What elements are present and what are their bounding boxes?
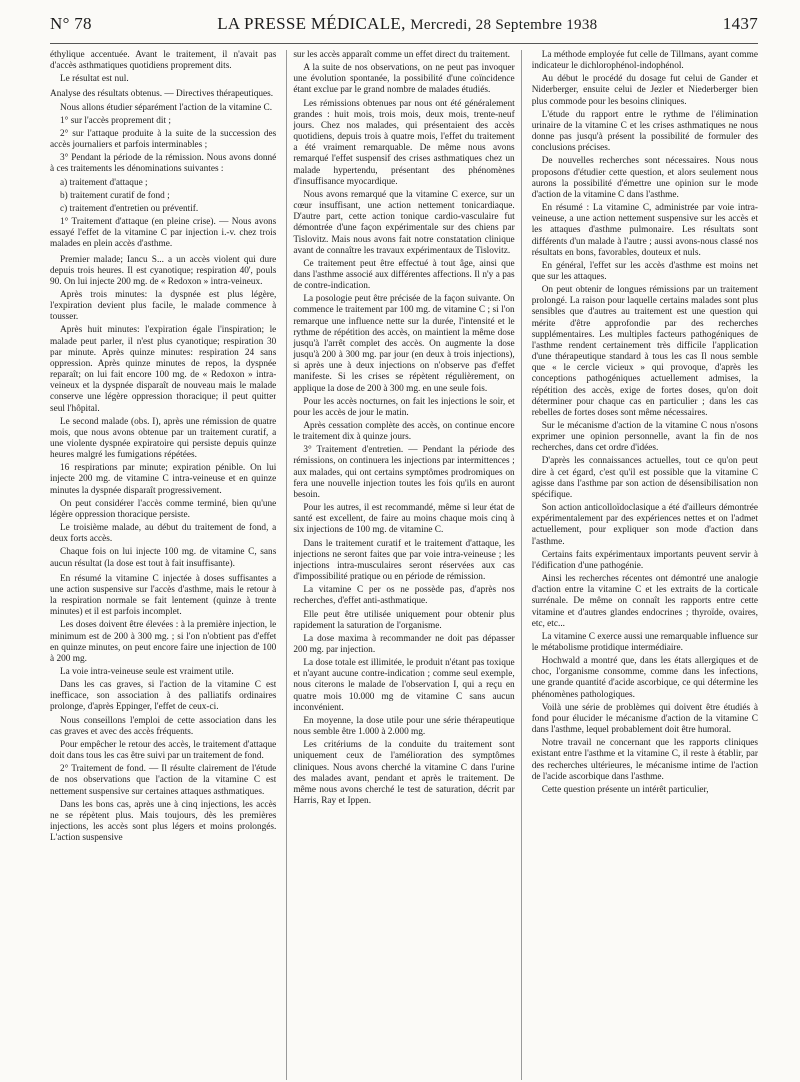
- paragraph: Après trois minutes: la dyspnée est plus légère, l'expiration devient plus facile, le malade commence à tousser.: [50, 289, 277, 323]
- paragraph: En général, l'effet sur les accès d'asthme est moins net que sur les attaques.: [531, 260, 758, 282]
- paragraph: Notre travail ne concernant que les rapports cliniques existant entre l'asthme et la vitamine C, il reste à établir, par des recherches ultérieures, le mécanisme intime de l'action de l'acide ascorbique dans l'asthme.: [531, 738, 758, 782]
- paragraph: Le second malade (obs. I), après une rémission de quatre mois, que nous avons obtenue par un traitement curatif, a une violente dyspnée expiratoire qui persiste depuis quinze heures malgré les fumigations répétées.: [50, 416, 277, 461]
- paragraph: Nous conseillons l'emploi de cette association dans les cas graves et avec des accès fréquents.: [50, 715, 277, 737]
- paragraph: 2° sur l'attaque produite à la suite de la succession des accès journaliers et parfois interminables ;: [50, 128, 277, 151]
- paragraph: En résumé la vitamine C injectée à doses suffisantes a une action suspensive sur l'accès d'asthme, mais le retour à la respiration normale se fait lentement (quinze à trente minutes) et il est parfois incomplet.: [50, 573, 277, 618]
- paragraph: Pour empêcher le retour des accès, le traitement d'attaque doit dans tous les cas être suivi par un traitement de fond.: [50, 739, 277, 762]
- issue-number: N° 78: [50, 14, 92, 33]
- paragraph: Chaque fois on lui injecte 100 mg. de vitamine C, sans aucun résultat (la dose est tout à fait insuffisante).: [50, 547, 277, 569]
- paragraph: Les critériums de la conduite du traitement sont uniquement ceux de l'amélioration des symptômes cliniques. Nous avons cherché la vitamine C dans l'urine des malades avant, pendant et après le traitement. De même nous avons cherché le test de saturation, décrit par Harris, Ray et Ippen.: [293, 740, 515, 806]
- paragraph: 3° Pendant la période de la rémission. Nous avons donné à ces traitements les dénominations suivantes :: [50, 153, 277, 175]
- page-header: [50, 14, 758, 44]
- paragraph: 1° sur l'accès proprement dit ;: [60, 115, 171, 126]
- paragraph: Cette question présente un intérêt particulier,: [541, 784, 709, 795]
- paragraph: Ce traitement peut être effectué à tout âge, ainsi que dans l'asthme associé aux différentes affections. Il n'y a pas de contre-indication.: [293, 258, 515, 292]
- paragraph: Les doses doivent être élevées : à la première injection, le minimum est de 200 à 300 mg. ; si l'on n'obtient pas d'effet en quinze minutes, on peut encore faire une injection de 100 à 200 mg.: [50, 620, 277, 664]
- paragraph: Les rémissions obtenues par nous ont été généralement grandes : huit mois, trois mois, deux mois, trente-neuf jours. Chez nos malades, qui présentaient des accès quotidiens, depuis trois à quatre mois, l'effet du traitement a été vraiment remarquable. De même nous avons remarqué l'effet suspensif des crises asthmatiques chez un malade hypertendu, présentant des phénomènes d'insuffisance myocardique.: [293, 98, 515, 187]
- article-columns: [50, 50, 758, 1080]
- column-middle: [286, 50, 521, 1080]
- paragraph: 1° Traitement d'attaque (en pleine crise). — Nous avons essayé l'effet de la vitamine C par injection i.-v. chez trois malades en plein accès d'asthme.: [50, 217, 277, 250]
- paragraph: Dans les cas graves, si l'action de la vitamine C est inefficace, son association à des palliatifs ordinaires prolonge, d'après Eppinger, l'effet de ceux-ci.: [50, 680, 277, 713]
- paragraph: L'étude du rapport entre le rythme de l'élimination urinaire de la vitamine C et les crises asthmatiques ne nous donne pas jusqu'à présent la possibilité de formuler des conclusions précises.: [531, 109, 758, 154]
- page-number: 1437: [722, 14, 758, 33]
- paragraph: c) traitement d'entretien ou préventif.: [60, 203, 199, 214]
- paragraph: A la suite de nos observations, on ne peut pas invoquer une évolution spontanée, la possibilité d'une coïncidence étant exclue par le grand nombre de malades étudiés.: [293, 63, 515, 96]
- paragraph: Nous avons remarqué que la vitamine C exerce, sur un cœur insuffisant, une action nettement tonicardiaque. D'autre part, cette action tonique cardio-vasculaire fut démontrée d'une façon expérimentale sur des chiens par Tislovitz. Mais nous avons fait notre constatation clinique avant de connaître les travaux expérimentaux de Tislovitz.: [293, 189, 515, 256]
- paragraph: De nouvelles recherches sont nécessaires. Nous nous proposons d'étudier cette question, et alors seulement nous aurons la possibilité d'émettre une opinion sur le mode d'action de la vitamine C dans l'asthme.: [531, 156, 758, 200]
- paragraph: La vitamine C exerce aussi une remarquable influence sur le métabolisme protidique intermédiaire.: [531, 631, 758, 653]
- paragraph: En moyenne, la dose utile pour une série thérapeutique nous semble être 1.000 à 2.000 mg.: [293, 715, 515, 738]
- paragraph: D'après les connaissances actuelles, tout ce qu'on peut dire à cet égard, c'est qu'il est possible que la vitamine C agisse dans l'asthme par son action de désensibilisation non spécifique.: [531, 456, 758, 500]
- paragraph: La vitamine C per os ne possède pas, d'après nos recherches, d'effet anti-asthmatique.: [293, 585, 515, 607]
- paragraph: Sur le mécanisme d'action de la vitamine C nous n'osons exprimer une opinion personnelle, avant la fin de nos recherches, dans cet ordre d'idées.: [531, 421, 758, 454]
- paragraph: Au début le procédé du dosage fut celui de Gander et Niderberger, ensuite celui de Jezler et Niederberger bien plus commode pour les besoins cliniques.: [531, 74, 758, 107]
- paragraph: Premier malade; Iancu S... a un accès violent qui dure depuis trois heures. Il est cyanotique; respiration 40', pouls 90. On lui injecte 200 mg. de « Redoxon » intra-veineux.: [50, 254, 277, 287]
- paragraph: Analyse des résultats obtenus. — Directives thérapeutiques.: [50, 89, 274, 100]
- paragraph: Dans les bons cas, après une à cinq injections, les accès ne se répètent plus. Mais toujours, dès les premières injections, les accès sont plus légers et moins prolongés. L'action suspensive: [50, 799, 277, 844]
- column-left: [50, 50, 276, 1080]
- paragraph: Son action anticolloïdoclasique a été d'ailleurs démontrée expérimentalement par des expériences nettes et on l'admet actuellement, pour expliquer son mode d'action dans l'asthme.: [531, 503, 758, 547]
- paragraph: Pour les autres, il est recommandé, même si leur état de santé est excellent, de faire au moins chaque mois cinq à six injections de 100 mg. de vitamine C.: [293, 503, 515, 536]
- paragraph: 16 respirations par minute; expiration pénible. On lui injecte 200 mg. de vitamine C intra-veineuse et en quinze minutes la dyspnée disparaît progressivement.: [50, 463, 277, 496]
- paragraph: Pour les accès nocturnes, on fait les injections le soir, et pour les accès de jour le matin.: [293, 396, 515, 418]
- paragraph: Le résultat est nul.: [60, 74, 129, 85]
- paragraph: On peut obtenir de longues rémissions par un traitement prolongé. La raison pour laquelle certains malades sont plus sensibles que d'autres au traitement est une question qui mérite d'être approfondie par des recherches supplémentaires. Les multiples facteurs pathogéniques de l'asthme rendent certainement très difficile l'application d'une thérapeutique standard à tous les cas Il nous semble que « le cercle vicieux » qui provoque, d'après les conceptions pathogéniques actuellement admises, la répétition des accès, exige de fortes doses, qu'on doit déterminer pour chaque cas en particulier ; dans les cas rebelles de fortes doses sont même nécessaires.: [531, 285, 758, 418]
- paragraph: Nous allons étudier séparément l'action de la vitamine C.: [60, 102, 273, 113]
- paragraph: a) traitement d'attaque ;: [60, 177, 148, 188]
- journal-title-line: [217, 14, 597, 34]
- paragraph: La posologie peut être précisée de la façon suivante. On commence le traitement par 100 mg. de vitamine C ; si l'on remarque une influence nette sur la durée, l'intensité et le rythme de répétition des accès, on maintient la même dose jusqu'à l'arrêt complet des accès. On augmente la dose jusqu'à 200 à 300 mg. par jour (en deux à trois injections), si après une à deux injections on n'observe pas d'effet manifeste. Si les crises se répètent régulièrement, on applique la dose de 200 à 300 mg. en une seule fois.: [293, 294, 515, 394]
- paragraph: Dans le traitement curatif et le traitement d'attaque, les injections ne seront faites que par voie intra-veineuse ; les injections intra-musculaires seront réservées aux cas d'impossibilité pratique ou en période de rémission.: [293, 538, 515, 583]
- paragraph: Après cessation complète des accès, on continue encore le traitement dix à quinze jours.: [293, 421, 515, 443]
- paragraph: sur les accès apparaît comme un effet direct du traitement.: [293, 50, 510, 60]
- journal-title: LA PRESSE MÉDICALE,: [217, 14, 406, 33]
- paragraph: b) traitement curatif de fond ;: [60, 190, 170, 201]
- column-right: [532, 50, 758, 1080]
- paragraph: Elle peut être utilisée uniquement pour obtenir plus rapidement la saturation de l'organisme.: [293, 609, 515, 631]
- paragraph: En résumé : La vitamine C, administrée par voie intra-veineuse, a une action nettement suspensive sur les accès et les attaques d'asthme pulmonaire. Les résultats sont différents d'un malade à l'autre ; aussi avons-nous classé nos résultats en bons, favorables, douteux et nuls.: [531, 203, 758, 258]
- paragraph: On peut considérer l'accès comme terminé, bien qu'une légère oppression thoracique persiste.: [50, 498, 277, 520]
- paragraph: Le troisième malade, au début du traitement de fond, a deux forts accès.: [50, 523, 277, 545]
- issue-date: Mercredi, 28 Septembre 1938: [410, 17, 598, 33]
- paragraph: Voilà une série de problèmes qui doivent être étudiés à fond pour élucider le mécanisme d'action de la vitamine C dans l'asthme, lequel probablement doit être humoral.: [531, 702, 758, 736]
- paragraph: La voie intra-veineuse seule est vraiment utile.: [60, 666, 234, 677]
- paragraph: Hochwald a montré que, dans les états allergiques et de choc, l'organisme consomme, comme dans les infections, une grande quantité d'acide ascorbique, ce qui détermine les phénomènes pathologiques.: [531, 656, 758, 700]
- paragraph: Ainsi les recherches récentes ont démontré une analogie d'action entre la vitamine C et les extraits de la corticale surrénale. De même on connaît les rapports entre cette vitamine et d'autres glandes endocrines ; thyroïde, ovaires, etc, etc...: [531, 574, 758, 629]
- paragraph: 3° Traitement d'entretien. — Pendant la période des rémissions, on continuera les injections par intermittences ; aux malades, qui ont certains symptômes prodromiques on fera une nouvelle injection toutes les fois qu'ils en auront besoin.: [293, 445, 515, 500]
- paragraph: La dose maxima à recommander ne doit pas dépasser 200 mg. par injection.: [293, 633, 515, 655]
- paragraph: La dose totale est illimitée, le produit n'étant pas toxique et n'ayant aucune contre-indication ; comme seul exemple, nous citerons le malade de l'observation I, qui a reçu en quatre mois 10.000 mg de vitamine C sans aucun inconvénient.: [293, 658, 515, 713]
- paragraph: 2° Traitement de fond. — Il résulte clairement de l'étude de nos observations que l'action de la vitamine C est nettement suspensive sur certaines attaques asthmatiques.: [50, 764, 277, 797]
- paragraph: La méthode employée fut celle de Tillmans, ayant comme indicateur le dichlorophénol-indophénol.: [531, 50, 758, 72]
- paragraph: Certains faits expérimentaux importants peuvent servir à l'édification d'une pathogénie.: [531, 549, 758, 571]
- paragraph: éthylique accentuée. Avant le traitement, il n'avait pas d'accès asthmatiques quotidiens proprement dits.: [50, 50, 277, 72]
- paragraph: Après huit minutes: l'expiration égale l'inspiration; le malade peut parler, il n'est plus cyanotique; respiration 30 par minute. Après quinze minutes: respiration 24 sans oppression. Après quinze minutes de repos, la dyspnée reparaît; on lui fait encore 100 mg. de « Redoxon » intra-veineux et la dyspnée disparaît de nouveau mais le malade conserve une légère oppression thoracique; il peut quitter seul l'hôpital.: [50, 325, 277, 414]
